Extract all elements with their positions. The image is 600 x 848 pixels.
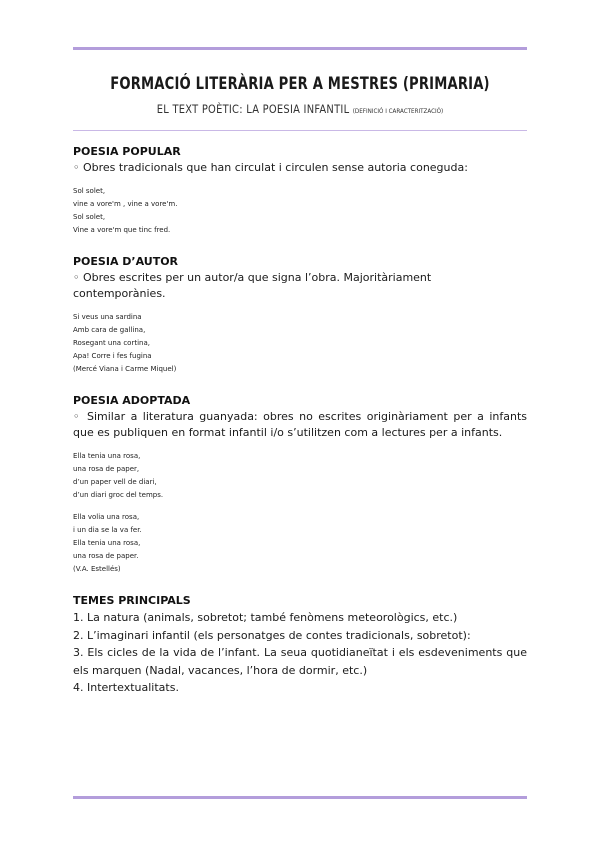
poem-line: Sol solet, — [73, 213, 106, 221]
poem-line: vine a vore'm , vine a vore'm. — [73, 200, 178, 208]
section-poesia-popular — [73, 144, 527, 237]
section-poesia-autor — [73, 254, 527, 376]
poem-line: d’un diari groc del temps. — [73, 491, 164, 499]
poem-line: una rosa de paper. — [73, 552, 139, 560]
poem — [73, 311, 527, 376]
header-divider — [73, 130, 527, 131]
section-heading: POESIA D’AUTOR — [73, 255, 179, 268]
poem-attribution: (V.A. Estellés) — [73, 565, 121, 573]
bottom-divider — [73, 796, 527, 799]
list-item: 2. L’imaginari infantil (els personatges de contes tradicionals, sobretot): — [73, 628, 471, 642]
section-heading: TEMES PRINCIPALS — [73, 594, 191, 607]
poem-line: Si veus una sardina — [73, 313, 142, 321]
poem — [73, 450, 527, 502]
poem-line: Sol solet, — [73, 187, 106, 195]
poem — [73, 185, 527, 237]
poem-line: una rosa de paper, — [73, 465, 140, 473]
section-temes-principals — [73, 593, 527, 697]
section-heading: POESIA ADOPTADA — [73, 394, 191, 407]
poem-line: Ella tenia una rosa, — [73, 452, 141, 460]
list-item: 3. Els cicles de la vida de l’infant. La seua quotidianeïtat i els esdeveniments que els marquen (Nadal, vacances, l’hora de dormir, etc.) — [73, 646, 527, 677]
poem-line: Apa! Corre i fes fugina — [73, 352, 152, 360]
top-divider — [73, 47, 527, 50]
page-title: FORMACIÓ LITERÀRIA PER A MESTRES (PRIMARIA) — [110, 74, 490, 94]
poem-line: i un dia se la va fer. — [73, 526, 142, 534]
subtitle-note: (DEFINICIÓ I CARACTERITZACIÓ) — [352, 107, 444, 115]
poem-line: Rosegant una cortina, — [73, 339, 150, 347]
poem-line: Vine a vore'm que tinc fred. — [73, 226, 171, 234]
page-subtitle — [42, 102, 558, 116]
subtitle-main: EL TEXT POÈTIC: LA POESIA INFANTIL — [156, 102, 350, 116]
section-description: ◦ Obres tradicionals que han circulat i circulen sense autoria coneguda: — [73, 161, 468, 174]
poem-attribution: (Mercé Viana i Carme Miquel) — [73, 365, 177, 373]
poem-line: d’un paper vell de diari, — [73, 478, 157, 486]
section-description: ◦ Similar a literatura guanyada: obres no escrites originàriament per a infants que es publiquen en format infantil i/o s’utilitzen com a lectures per a infants. — [73, 410, 527, 439]
section-poesia-adoptada — [73, 393, 527, 576]
section-heading: POESIA POPULAR — [73, 145, 181, 158]
poem — [73, 511, 527, 576]
poem-line: Ella tenia una rosa, — [73, 539, 141, 547]
poem-line: Ella volia una rosa, — [73, 513, 140, 521]
section-description: ◦ Obres escrites per un autor/a que signa l’obra. Majoritàriament contemporànies. — [73, 271, 432, 300]
list-item: 4. Intertextualitats. — [73, 681, 179, 694]
poem-line: Amb cara de gallina, — [73, 326, 146, 334]
list-item: 1. La natura (animals, sobretot; també fenòmens meteorològics, etc.) — [73, 611, 458, 624]
document-body — [73, 144, 527, 697]
